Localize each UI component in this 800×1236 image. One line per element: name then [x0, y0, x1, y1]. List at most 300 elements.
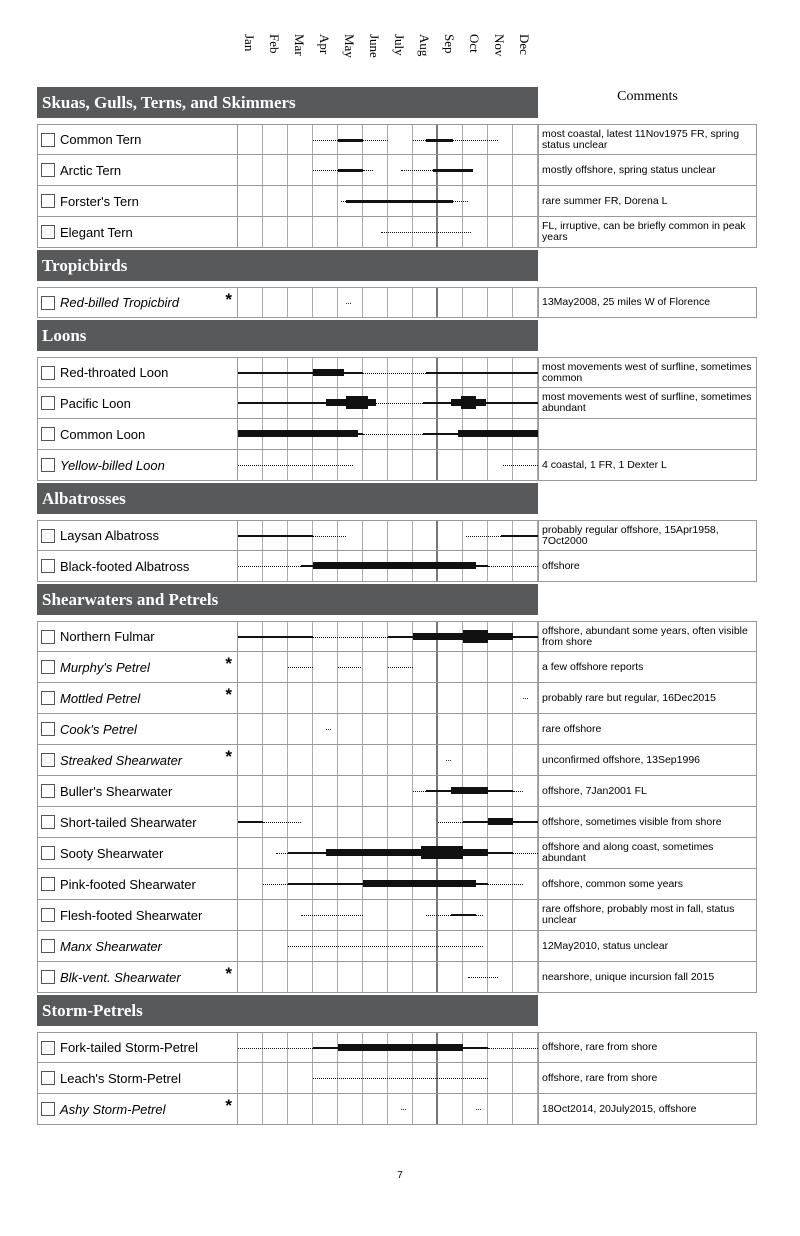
- occurrence-bar: [476, 565, 489, 567]
- checkbox[interactable]: [41, 815, 55, 829]
- month-cell: [513, 652, 538, 682]
- month-header: [237, 34, 537, 80]
- month-cell: [363, 962, 388, 992]
- occurrence-bar: [313, 562, 476, 569]
- blank: [538, 584, 757, 615]
- checkbox[interactable]: [41, 133, 55, 147]
- occurrence-bar: [388, 636, 413, 638]
- month-cell: [238, 652, 263, 682]
- species-row: [37, 357, 757, 388]
- occurrence-grid: [238, 155, 539, 185]
- occurrence-grid: [238, 1033, 539, 1062]
- month-cell: [513, 745, 538, 775]
- occurrence-bar: [458, 430, 538, 437]
- checkbox[interactable]: [41, 908, 55, 922]
- species-row: [37, 714, 757, 745]
- month-label: May: [342, 34, 357, 58]
- month-cell: [413, 652, 438, 682]
- species-name: Red-billed Tropicbird: [60, 295, 179, 310]
- occurrence-bar: [238, 402, 326, 404]
- occurrence-bar: [313, 1047, 338, 1049]
- occurrence-bar: [238, 636, 313, 638]
- comment: offshore, sometimes visible from shore: [542, 815, 722, 828]
- occurrence-grid: [238, 838, 539, 868]
- species-name: Blk-vent. Shearwater: [60, 969, 181, 985]
- species-name: Black-footed Albatross: [60, 558, 190, 574]
- species-row: [37, 520, 757, 551]
- species-row: [37, 683, 757, 714]
- species-name-cell: [38, 125, 238, 154]
- month-cell: [513, 125, 538, 154]
- month-cell: [388, 288, 413, 317]
- species-name-cell: [38, 217, 238, 247]
- occurrence-bar: [326, 849, 421, 856]
- month-cell: [363, 652, 388, 682]
- species-name: Pink-footed Shearwater: [60, 876, 196, 892]
- month-cell: [513, 962, 538, 992]
- comment: offshore, rare from shore: [542, 1071, 658, 1084]
- month-cell: [263, 186, 288, 216]
- occurrence-bar: [488, 566, 538, 567]
- checkbox[interactable]: [41, 630, 55, 644]
- section-title: Albatrosses: [37, 483, 538, 514]
- month-cell: [288, 155, 313, 185]
- month-cell: [238, 962, 263, 992]
- month-cell: [413, 962, 438, 992]
- month-cell: [288, 745, 313, 775]
- occurrence-grid: [238, 622, 539, 651]
- checkbox[interactable]: [41, 660, 55, 674]
- occurrence-bar: [423, 433, 458, 435]
- species-name: Leach's Storm-Petrel: [60, 1070, 181, 1086]
- species-name-cell: [38, 1063, 238, 1093]
- occurrence-bar: [363, 880, 476, 887]
- month-label: Nov: [492, 34, 507, 57]
- month-cell: [338, 683, 363, 713]
- occurrence-bar: [446, 760, 451, 761]
- month-cell: [438, 1094, 463, 1124]
- species-row: [37, 186, 757, 217]
- review-asterisk: *: [225, 1096, 232, 1115]
- occurrence-grid: [238, 1094, 539, 1124]
- month-cell: [263, 776, 288, 806]
- occurrence-bar: [468, 977, 498, 978]
- month-cell: [338, 288, 363, 317]
- occurrence-bar: [476, 915, 484, 916]
- month-cell: [388, 745, 413, 775]
- occurrence-grid: [238, 186, 539, 216]
- month-cell: [513, 155, 538, 185]
- occurrence-bar: [463, 630, 488, 643]
- checkbox[interactable]: [41, 784, 55, 798]
- section-title: Storm-Petrels: [37, 995, 538, 1026]
- month-cell: [288, 1094, 313, 1124]
- month-cell: [438, 745, 463, 775]
- species-row: [37, 155, 757, 186]
- month-cell: [288, 125, 313, 154]
- month-cell: [288, 1063, 313, 1093]
- species-name: Manx Shearwater: [60, 938, 162, 954]
- occurrence-bar: [313, 140, 338, 141]
- comment: probably regular offshore, 15Apr1958, 7Oct2000: [542, 523, 719, 547]
- month-cell: [238, 155, 263, 185]
- month-cell: [238, 745, 263, 775]
- month-cell: [463, 683, 488, 713]
- month-cell: [238, 869, 263, 899]
- checkbox[interactable]: [41, 877, 55, 891]
- species-name-cell: [38, 807, 238, 837]
- month-cell: [438, 288, 463, 317]
- occurrence-bar: [288, 852, 326, 854]
- checkbox[interactable]: [41, 1071, 55, 1085]
- month-cell: [363, 1094, 388, 1124]
- month-cell: [363, 745, 388, 775]
- species-name-cell: [38, 652, 238, 682]
- page-number: 7: [397, 1170, 403, 1181]
- month-cell: [488, 745, 513, 775]
- species-name: Northern Fulmar: [60, 629, 155, 644]
- checkbox[interactable]: [41, 427, 55, 441]
- comment: 12May2010, status unclear: [542, 939, 669, 952]
- occurrence-bar: [363, 434, 423, 435]
- checkbox[interactable]: [41, 753, 55, 767]
- occurrence-bar: [288, 946, 483, 947]
- occurrence-bar: [413, 791, 426, 792]
- blank: [538, 250, 757, 281]
- occurrence-bar: [413, 140, 426, 141]
- species-row: [37, 1063, 757, 1094]
- review-asterisk: *: [225, 654, 232, 673]
- species-row: [37, 869, 757, 900]
- checkbox[interactable]: [41, 366, 55, 380]
- species-name-cell: [38, 622, 238, 651]
- month-cell: [338, 714, 363, 744]
- month-label: Oct: [467, 34, 482, 53]
- checkbox[interactable]: [41, 722, 55, 736]
- month-cell: [263, 1063, 288, 1093]
- checkbox[interactable]: [41, 691, 55, 705]
- species-name: Sooty Shearwater: [60, 845, 164, 861]
- species-name-cell: [38, 776, 238, 806]
- month-cell: [488, 288, 513, 317]
- month-cell: [438, 450, 463, 480]
- checkbox[interactable]: [41, 939, 55, 953]
- month-cell: [388, 521, 413, 550]
- month-label: July: [392, 34, 407, 56]
- month-cell: [263, 155, 288, 185]
- comment: most movements west of surfline, sometimes common: [542, 360, 752, 384]
- occurrence-bar: [363, 170, 373, 171]
- month-cell: [413, 521, 438, 550]
- species-name-cell: [38, 838, 238, 868]
- month-cell: [263, 652, 288, 682]
- occurrence-bar: [486, 402, 539, 404]
- occurrence-bar: [263, 822, 301, 823]
- month-cell: [313, 288, 338, 317]
- month-cell: [313, 186, 338, 216]
- month-cell: [313, 217, 338, 247]
- checkbox[interactable]: [41, 1102, 55, 1116]
- occurrence-grid: [238, 358, 539, 387]
- month-cell: [488, 1094, 513, 1124]
- occurrence-grid: [238, 288, 539, 317]
- occurrence-bar: [513, 636, 538, 638]
- occurrence-grid: [238, 807, 539, 837]
- comment: 18Oct2014, 20July2015, offshore: [542, 1102, 697, 1115]
- occurrence-bar: [301, 565, 314, 567]
- month-label: Mar: [292, 34, 307, 56]
- section-header: [37, 995, 757, 1026]
- occurrence-bar: [463, 849, 488, 856]
- month-cell: [513, 1094, 538, 1124]
- month-cell: [238, 776, 263, 806]
- checkbox[interactable]: [41, 163, 55, 177]
- species-name: Mottled Petrel: [60, 690, 141, 706]
- occurrence-grid: [238, 217, 539, 247]
- month-cell: [388, 714, 413, 744]
- month-cell: [238, 900, 263, 930]
- checkbox[interactable]: [41, 529, 55, 543]
- occurrence-bar: [423, 402, 451, 404]
- species-checklist: [37, 87, 757, 1127]
- month-cell: [263, 931, 288, 961]
- occurrence-grid: [238, 931, 539, 961]
- occurrence-grid: [238, 745, 539, 775]
- month-cell: [438, 652, 463, 682]
- occurrence-bar: [451, 914, 476, 916]
- occurrence-bar: [368, 399, 376, 406]
- occurrence-bar: [238, 372, 313, 374]
- month-cell: [263, 683, 288, 713]
- comment: rare offshore: [542, 722, 602, 735]
- month-cell: [363, 521, 388, 550]
- checkbox[interactable]: [41, 225, 55, 239]
- species-row: [37, 900, 757, 931]
- month-cell: [338, 1094, 363, 1124]
- species-name: Laysan Albatross: [60, 528, 160, 543]
- checkbox[interactable]: [41, 970, 55, 984]
- occurrence-bar: [313, 369, 344, 376]
- species-name: Common Tern: [60, 132, 142, 147]
- month-cell: [288, 776, 313, 806]
- occurrence-bar: [421, 846, 464, 859]
- occurrence-bar: [238, 465, 353, 466]
- month-label: June: [367, 34, 382, 58]
- month-cell: [263, 900, 288, 930]
- species-row: [37, 652, 757, 683]
- checkbox[interactable]: [41, 559, 55, 573]
- species-name-cell: [38, 186, 238, 216]
- occurrence-bar: [453, 201, 468, 202]
- occurrence-bar: [413, 633, 463, 640]
- occurrence-bar: [363, 373, 426, 374]
- month-cell: [238, 125, 263, 154]
- species-row: [37, 776, 757, 807]
- species-name: Forster's Tern: [60, 193, 139, 209]
- occurrence-bar: [238, 1048, 313, 1049]
- checkbox[interactable]: [41, 194, 55, 208]
- month-cell: [238, 714, 263, 744]
- occurrence-bar: [426, 915, 451, 916]
- occurrence-grid: [238, 869, 539, 899]
- occurrence-bar: [381, 232, 471, 233]
- comment: mostly offshore, spring status unclear: [542, 163, 716, 176]
- month-cell: [263, 714, 288, 744]
- month-cell: [438, 962, 463, 992]
- comment: a few offshore reports: [542, 660, 644, 673]
- month-cell: [263, 745, 288, 775]
- occurrence-grid: [238, 551, 539, 581]
- month-cell: [363, 288, 388, 317]
- blank: [538, 995, 757, 1026]
- species-name: Streaked Shearwater: [60, 752, 183, 768]
- occurrence-bar: [461, 396, 476, 409]
- month-cell: [513, 217, 538, 247]
- species-name-cell: [38, 869, 238, 899]
- occurrence-bar: [338, 139, 363, 142]
- comment: most coastal, latest 11Nov1975 FR, spring status unclear: [542, 127, 740, 151]
- occurrence-bar: [513, 853, 538, 854]
- comment: FL, irruptive, can be briefly common in peak years: [542, 220, 746, 243]
- occurrence-bar: [523, 698, 528, 699]
- comments-header: Comments: [617, 89, 678, 104]
- month-cell: [288, 962, 313, 992]
- month-cell: [338, 776, 363, 806]
- section-title: Skuas, Gulls, Terns, and Skimmers: [37, 87, 538, 118]
- occurrence-bar: [488, 1048, 538, 1049]
- month-label: Aug: [417, 34, 432, 57]
- checkbox[interactable]: [41, 396, 55, 410]
- month-cell: [463, 745, 488, 775]
- month-cell: [488, 652, 513, 682]
- month-cell: [388, 776, 413, 806]
- occurrence-grid: [238, 521, 539, 550]
- occurrence-bar: [463, 1047, 488, 1049]
- species-name: Flesh-footed Shearwater: [60, 907, 203, 923]
- species-name: Red-throated Loon: [60, 365, 169, 380]
- occurrence-grid: [238, 1063, 539, 1093]
- occurrence-bar: [453, 140, 498, 141]
- checkbox[interactable]: [41, 296, 55, 310]
- month-label: Dec: [517, 34, 532, 55]
- species-name-cell: [38, 1094, 238, 1124]
- occurrence-grid: [238, 714, 539, 744]
- occurrence-grid: [238, 776, 539, 806]
- checkbox[interactable]: [41, 1041, 55, 1055]
- species-name-cell: [38, 388, 238, 418]
- species-name-cell: [38, 358, 238, 387]
- occurrence-grid: [238, 388, 539, 418]
- month-cell: [238, 1094, 263, 1124]
- month-cell: [313, 776, 338, 806]
- species-name-cell: [38, 683, 238, 713]
- blank: [538, 320, 757, 351]
- month-cell: [513, 931, 538, 961]
- occurrence-bar: [263, 884, 288, 885]
- occurrence-bar: [513, 791, 523, 792]
- occurrence-bar: [388, 667, 413, 668]
- occurrence-grid: [238, 962, 539, 992]
- species-row: [37, 287, 757, 318]
- species-row: [37, 621, 757, 652]
- comment: 4 coastal, 1 FR, 1 Dexter L: [542, 458, 667, 471]
- species-name-cell: [38, 155, 238, 185]
- month-cell: [413, 450, 438, 480]
- month-cell: [363, 683, 388, 713]
- month-cell: [488, 186, 513, 216]
- occurrence-bar: [338, 169, 363, 172]
- occurrence-bar: [346, 200, 454, 203]
- month-cell: [388, 683, 413, 713]
- section-header: [37, 584, 757, 615]
- month-cell: [238, 931, 263, 961]
- month-cell: [363, 900, 388, 930]
- occurrence-bar: [344, 372, 363, 374]
- month-cell: [388, 125, 413, 154]
- month-cell: [338, 962, 363, 992]
- species-name: Ashy Storm-Petrel: [60, 1101, 166, 1117]
- review-asterisk: *: [225, 685, 232, 704]
- occurrence-grid: [238, 419, 539, 449]
- month-cell: [313, 807, 338, 837]
- month-cell: [388, 900, 413, 930]
- occurrence-bar: [313, 536, 346, 537]
- month-cell: [263, 962, 288, 992]
- comment: offshore and along coast, sometimes abundant: [542, 841, 714, 864]
- occurrence-bar: [476, 1109, 481, 1110]
- month-cell: [513, 714, 538, 744]
- species-name: Yellow-billed Loon: [60, 457, 165, 473]
- month-cell: [413, 1094, 438, 1124]
- review-asterisk: *: [225, 290, 232, 309]
- occurrence-bar: [313, 170, 338, 171]
- occurrence-bar: [476, 399, 486, 406]
- occurrence-bar: [338, 667, 361, 668]
- section-title: Tropicbirds: [37, 250, 538, 281]
- occurrence-bar: [451, 787, 489, 794]
- month-label: Feb: [267, 34, 282, 54]
- month-cell: [263, 1094, 288, 1124]
- checkbox[interactable]: [41, 458, 55, 472]
- comment: offshore, common some years: [542, 877, 684, 890]
- month-label: Sep: [442, 34, 457, 54]
- species-name-cell: [38, 419, 238, 449]
- species-name: Cook's Petrel: [60, 721, 137, 737]
- month-cell: [338, 807, 363, 837]
- month-cell: [313, 683, 338, 713]
- month-cell: [238, 186, 263, 216]
- species-row: [37, 962, 757, 993]
- month-cell: [288, 714, 313, 744]
- checkbox[interactable]: [41, 846, 55, 860]
- month-cell: [263, 288, 288, 317]
- section-header: [37, 320, 757, 351]
- month-cell: [488, 900, 513, 930]
- comment: most movements west of surfline, sometimes abundant: [542, 391, 752, 414]
- month-cell: [288, 186, 313, 216]
- occurrence-bar: [326, 729, 331, 730]
- occurrence-bar: [476, 883, 489, 885]
- month-cell: [338, 745, 363, 775]
- occurrence-bar: [401, 170, 434, 171]
- occurrence-bar: [363, 140, 388, 141]
- occurrence-grid: [238, 900, 539, 930]
- month-cell: [388, 807, 413, 837]
- species-name-cell: [38, 521, 238, 550]
- comment: 13May2008, 25 miles W of Florence: [542, 296, 711, 308]
- comment: probably rare but regular, 16Dec2015: [542, 691, 716, 704]
- month-cell: [363, 450, 388, 480]
